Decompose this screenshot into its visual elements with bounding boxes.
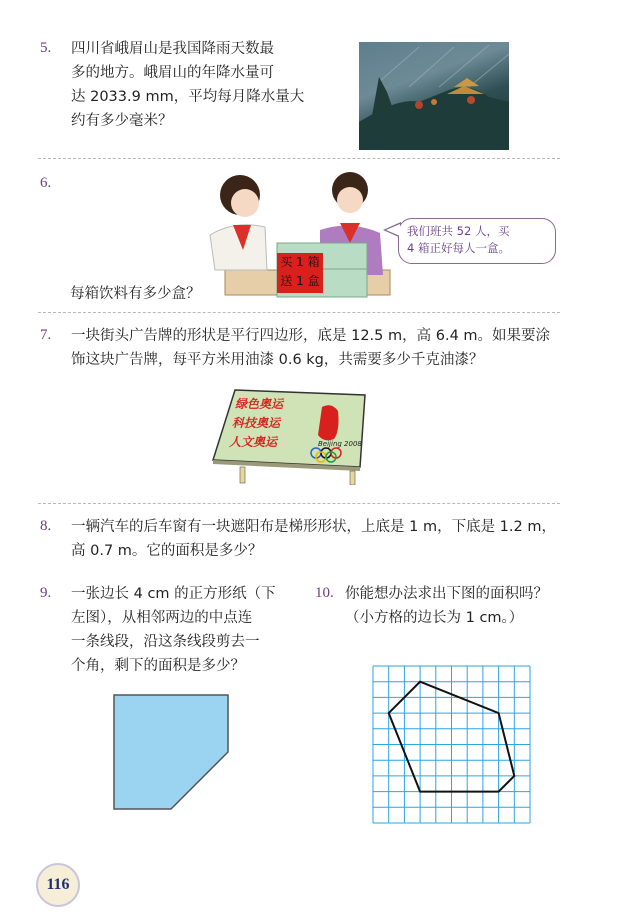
speech-bubble-tail-inner xyxy=(386,224,400,236)
bubble-line: 我们班共 52 人，买 xyxy=(407,224,510,238)
text-line: 一条线段，沿这条线段剪去一 xyxy=(71,634,260,650)
problem-9-number: 9. xyxy=(40,585,52,601)
problem-6-question: 每箱饮料有多少盒？ xyxy=(70,286,201,302)
slogan: 人文奥运 xyxy=(229,435,278,449)
problem-6-number: 6. xyxy=(40,175,52,191)
text-line: 饰这块广告牌，每平方米用油漆 0.6 kg，共需要多少千克油漆？ xyxy=(71,352,484,368)
text-line: 达 2033.9 mm，平均每月降水量大 xyxy=(71,89,305,105)
problem-5-text xyxy=(71,37,341,133)
text-line: 你能想办法求出下图的面积吗？ xyxy=(345,586,548,602)
problem-5-number: 5. xyxy=(40,40,52,56)
section-divider xyxy=(38,503,560,504)
text-line: 个角，剩下的面积是多少？ xyxy=(71,658,245,674)
bubble-line: 4 箱正好每人一盒。 xyxy=(407,241,510,255)
sign-line: 买 1 箱 xyxy=(280,255,320,269)
cut-square-figure xyxy=(112,693,237,813)
buy-one-get-one-sign xyxy=(277,253,323,293)
problem-7-text xyxy=(71,324,571,372)
text-line: 一辆汽车的后车窗有一块遮阳布是梯形形状，上底是 1 m，下底是 1.2 m， xyxy=(71,519,556,535)
text-line: 四川省峨眉山是我国降雨天数最 xyxy=(71,41,274,57)
speech-bubble xyxy=(398,218,556,264)
text-line: （小方格的边长为 1 cm。） xyxy=(345,610,524,626)
beijing-2008-logo-text: Beijing 2008 xyxy=(318,440,362,448)
section-divider xyxy=(38,158,560,159)
text-line: 多的地方。峨眉山的年降水量可 xyxy=(71,65,274,81)
problem-10-number: 10. xyxy=(315,585,334,601)
text-line: 约有多少毫米？ xyxy=(71,113,173,129)
problem-8-number: 8. xyxy=(40,518,52,534)
billboard-slogans xyxy=(229,395,284,452)
page-number-badge: 116 xyxy=(36,863,80,907)
problem-7-number: 7. xyxy=(40,327,52,343)
problem-9-text xyxy=(71,582,291,678)
slogan: 科技奥运 xyxy=(232,416,281,430)
problem-10-text xyxy=(345,582,585,630)
text-line: 一张边长 4 cm 的正方形纸（下 xyxy=(71,586,276,602)
text-line: 左图），从相邻两边的中点连 xyxy=(71,610,253,626)
sign-line: 送 1 盒 xyxy=(280,274,320,288)
text-line: 高 0.7 m。它的面积是多少？ xyxy=(71,543,263,559)
grid-polygon-figure xyxy=(372,665,532,825)
rainy-mountain-photo xyxy=(359,42,509,150)
section-divider xyxy=(38,312,560,313)
text-line: 一块街头广告牌的形状是平行四边形，底是 12.5 m，高 6.4 m。如果要涂 xyxy=(71,328,551,344)
slogan: 绿色奥运 xyxy=(235,397,284,411)
problem-8-text xyxy=(71,515,571,563)
